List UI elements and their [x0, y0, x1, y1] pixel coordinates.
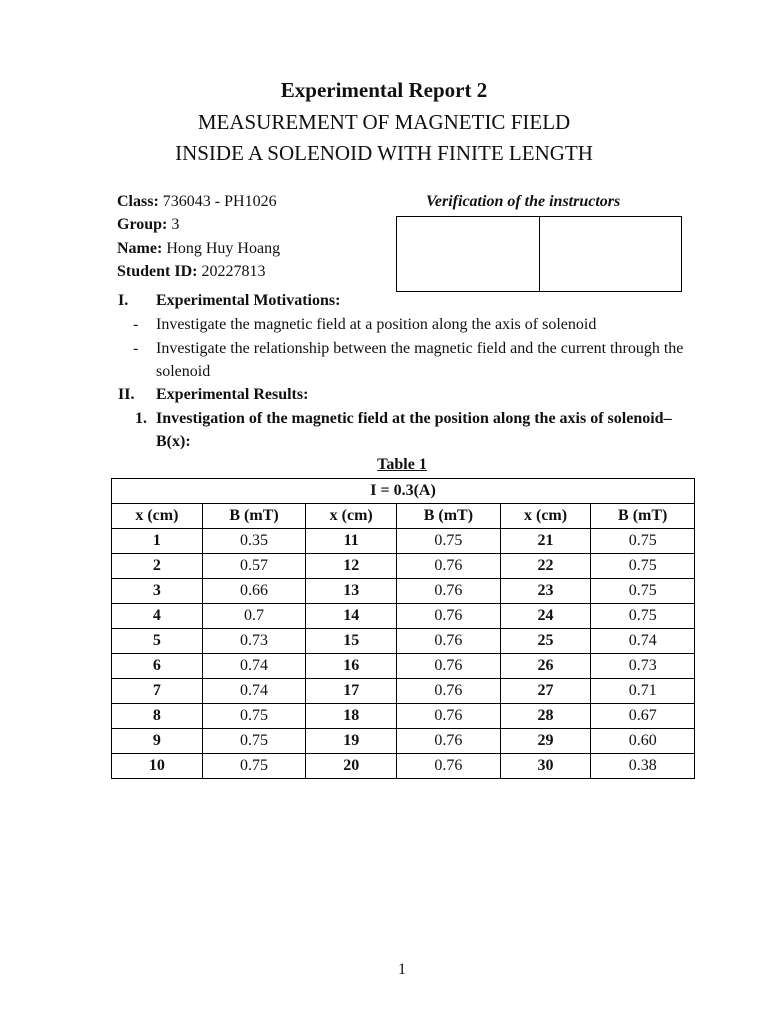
cell-b-value: 0.73 — [591, 654, 695, 679]
cell-x-value: 27 — [500, 679, 591, 704]
table-row — [112, 529, 695, 554]
cell-b-value: 0.75 — [397, 529, 501, 554]
cell-b-value: 0.35 — [202, 529, 306, 554]
cell-b-value: 0.66 — [202, 579, 306, 604]
cell-b-value: 0.38 — [591, 754, 695, 779]
verification-label: Verification of the instructors — [426, 193, 621, 210]
cell-b-value: 0.76 — [397, 604, 501, 629]
group-label: Group: — [117, 216, 168, 233]
report-subtitle-line1: MEASUREMENT OF MAGNETIC FIELD — [197, 110, 571, 134]
cell-x-value: 26 — [500, 654, 591, 679]
subsection1-number: 1. — [135, 410, 147, 427]
class-label: Class: — [117, 193, 159, 210]
cell-b-value: 0.76 — [397, 729, 501, 754]
cell-b-value: 0.75 — [591, 604, 695, 629]
cell-x-value: 13 — [306, 579, 397, 604]
cell-b-value: 0.57 — [202, 554, 306, 579]
cell-x-value: 9 — [112, 729, 203, 754]
report-subtitle-line2: INSIDE A SOLENOID WITH FINITE LENGTH — [175, 141, 593, 165]
column-header-b: B (mT) — [202, 504, 306, 529]
column-header-x: x (cm) — [500, 504, 591, 529]
column-header-x: x (cm) — [306, 504, 397, 529]
cell-b-value: 0.75 — [591, 579, 695, 604]
cell-b-value: 0.73 — [202, 629, 306, 654]
cell-x-value: 12 — [306, 554, 397, 579]
bullet-item: Investigate the relationship between the magnetic field and the current through the solenoid — [156, 340, 684, 380]
table-row — [112, 554, 695, 579]
table-row — [112, 579, 695, 604]
table-row — [112, 754, 695, 779]
cell-x-value: 8 — [112, 704, 203, 729]
report-title: Experimental Report 2 — [280, 78, 488, 102]
cell-x-value: 2 — [112, 554, 203, 579]
table-row — [112, 729, 695, 754]
table-row — [112, 604, 695, 629]
cell-b-value: 0.7 — [202, 604, 306, 629]
cell-x-value: 21 — [500, 529, 591, 554]
cell-x-value: 5 — [112, 629, 203, 654]
table-current-header: I = 0.3(A) — [112, 479, 695, 504]
cell-b-value: 0.76 — [397, 629, 501, 654]
cell-x-value: 23 — [500, 579, 591, 604]
cell-x-value: 28 — [500, 704, 591, 729]
verification-cell-right — [539, 217, 682, 291]
column-header-b: B (mT) — [397, 504, 501, 529]
cell-x-value: 19 — [306, 729, 397, 754]
verification-cell-left — [397, 217, 539, 291]
cell-b-value: 0.76 — [397, 704, 501, 729]
table-row — [112, 704, 695, 729]
student-id-label: Student ID: — [117, 263, 198, 280]
verification-box — [396, 216, 682, 292]
cell-x-value: 24 — [500, 604, 591, 629]
table-row — [112, 679, 695, 704]
bullet-dash: - — [133, 316, 139, 333]
cell-x-value: 1 — [112, 529, 203, 554]
cell-x-value: 14 — [306, 604, 397, 629]
cell-x-value: 11 — [306, 529, 397, 554]
cell-x-value: 7 — [112, 679, 203, 704]
section2-title: Experimental Results: — [156, 386, 309, 403]
column-header-b: B (mT) — [591, 504, 695, 529]
group-line — [117, 216, 179, 234]
cell-b-value: 0.75 — [202, 704, 306, 729]
bullet-dash: - — [133, 340, 139, 357]
cell-x-value: 3 — [112, 579, 203, 604]
cell-x-value: 16 — [306, 654, 397, 679]
name-line — [117, 240, 280, 258]
cell-b-value: 0.71 — [591, 679, 695, 704]
cell-b-value: 0.60 — [591, 729, 695, 754]
data-table — [111, 478, 695, 779]
cell-x-value: 4 — [112, 604, 203, 629]
name-value: Hong Huy Hoang — [162, 240, 281, 257]
cell-x-value: 25 — [500, 629, 591, 654]
cell-b-value: 0.74 — [591, 629, 695, 654]
name-label: Name: — [117, 240, 163, 257]
cell-x-value: 20 — [306, 754, 397, 779]
group-value: 3 — [167, 216, 180, 233]
section1-title: Experimental Motivations: — [156, 292, 341, 309]
cell-x-value: 6 — [112, 654, 203, 679]
cell-x-value: 15 — [306, 629, 397, 654]
table-caption: Table 1 — [377, 456, 427, 473]
cell-x-value: 22 — [500, 554, 591, 579]
cell-b-value: 0.74 — [202, 679, 306, 704]
cell-b-value: 0.76 — [397, 754, 501, 779]
cell-x-value: 29 — [500, 729, 591, 754]
cell-x-value: 17 — [306, 679, 397, 704]
section1-number: I. — [118, 292, 129, 309]
cell-b-value: 0.76 — [397, 679, 501, 704]
cell-b-value: 0.76 — [397, 579, 501, 604]
table-row — [112, 654, 695, 679]
table-row — [112, 629, 695, 654]
class-value: 736043 - PH1026 — [158, 193, 277, 210]
subsection1-text: Investigation of the magnetic field at the position along the axis of solenoid– B(x): — [156, 410, 672, 450]
column-header-x: x (cm) — [112, 504, 203, 529]
class-line — [117, 193, 277, 211]
cell-x-value: 10 — [112, 754, 203, 779]
cell-b-value: 0.75 — [202, 729, 306, 754]
cell-x-value: 18 — [306, 704, 397, 729]
cell-b-value: 0.75 — [591, 529, 695, 554]
bullet-item: Investigate the magnetic field at a position along the axis of solenoid — [156, 316, 597, 333]
page-number: 1 — [398, 961, 406, 978]
cell-b-value: 0.67 — [591, 704, 695, 729]
table-body — [112, 529, 695, 779]
section2-number: II. — [118, 386, 135, 403]
cell-x-value: 30 — [500, 754, 591, 779]
student-id-value: 20227813 — [197, 263, 266, 280]
cell-b-value: 0.76 — [397, 554, 501, 579]
cell-b-value: 0.76 — [397, 654, 501, 679]
student-id-line — [117, 263, 265, 281]
cell-b-value: 0.75 — [591, 554, 695, 579]
cell-b-value: 0.74 — [202, 654, 306, 679]
cell-b-value: 0.75 — [202, 754, 306, 779]
